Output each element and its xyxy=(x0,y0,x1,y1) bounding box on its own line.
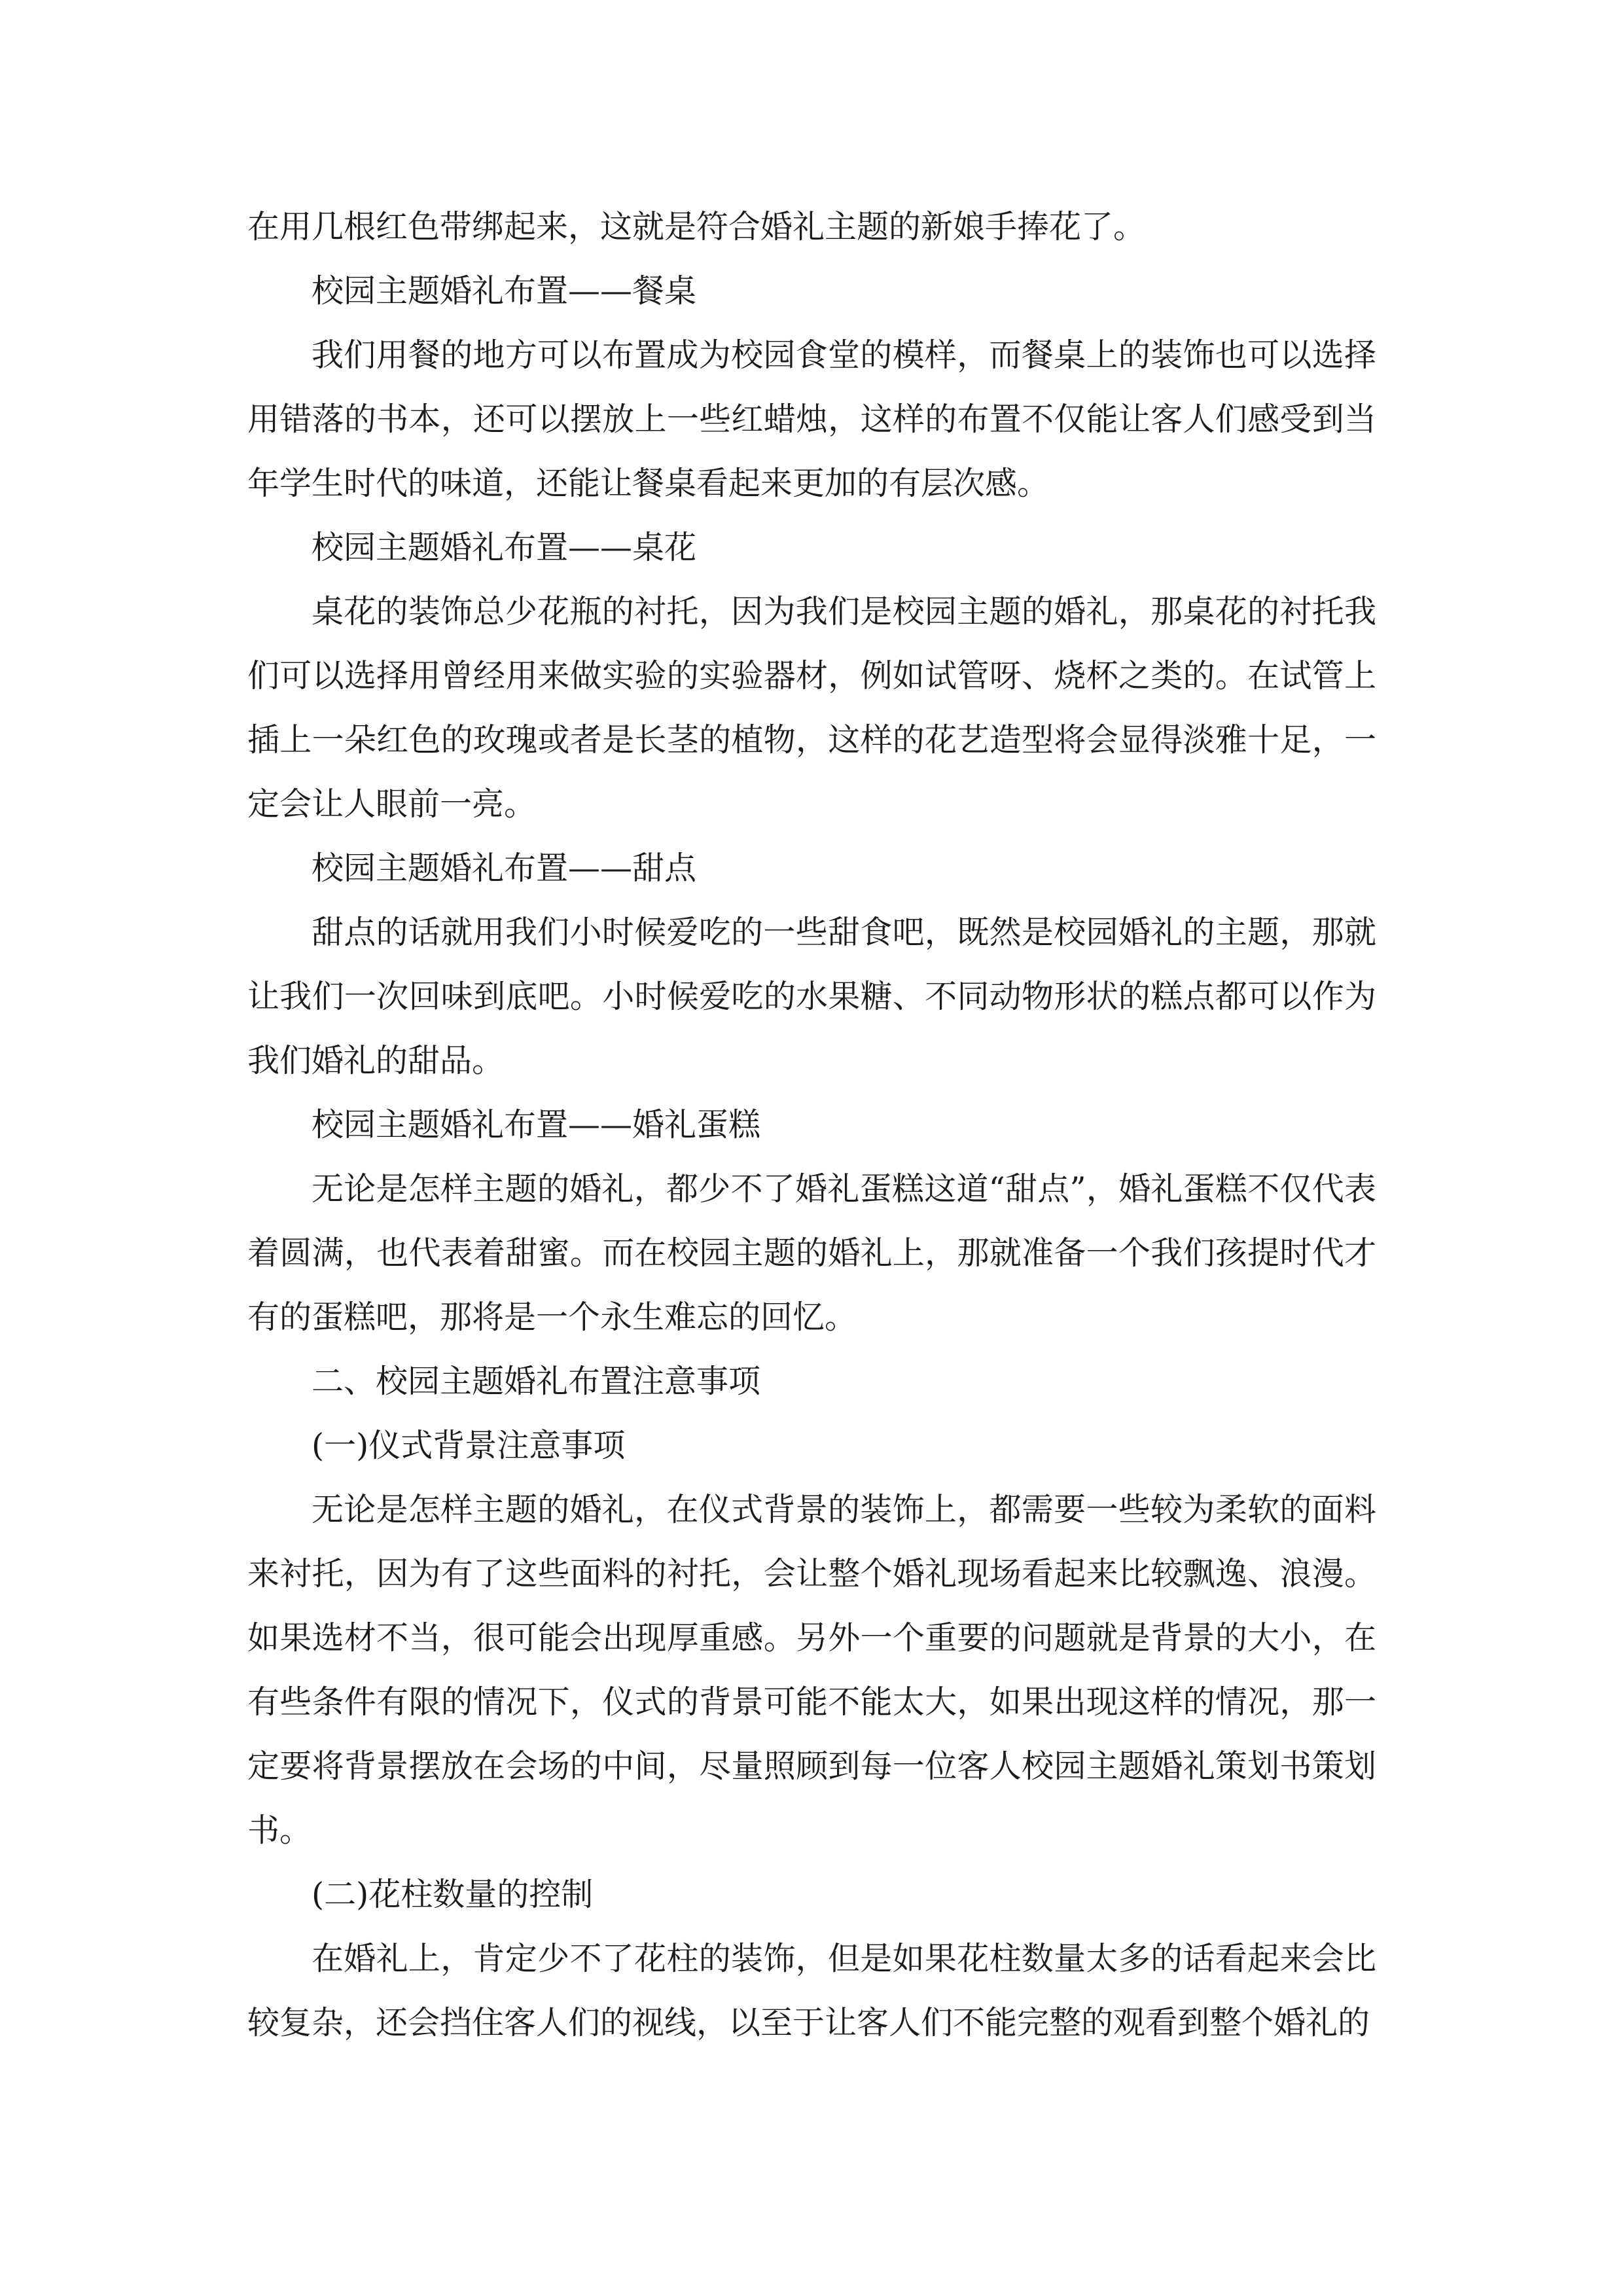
paragraph-continuation: 在用几根红色带绑起来，这就是符合婚礼主题的新娘手捧花了。 xyxy=(247,208,1146,245)
section-heading-dining-table: 校园主题婚礼布置——餐桌 xyxy=(312,272,697,310)
paragraph-ceremony-background: 无论是怎样主题的婚礼，在仪式背景的装饰上，都需要一些较为柔软的面料来衬托，因为有了这些面料的衬托，会让整个婚礼现场看起来比较飘逸、浪漫。如果选材不当，很可能会出现厚重感。另外一个重要的问题就是背景的大小，在有些条件有限的情况下，仪式的背景可能不能太大，如果出现这样的情况，那一定要将背景摆放在会场的中间，尽量照顾到每一位客人校园主题婚礼策划书策划书。 xyxy=(247,1491,1376,1849)
subsection-heading-flower-columns: (二)花柱数量的控制 xyxy=(312,1876,594,1913)
paragraph-dining-table: 我们用餐的地方可以布置成为校园食堂的模样，而餐桌上的装饰也可以选择用错落的书本，还可以摆放上一些红蜡烛，这样的布置不仅能让客人们感受到当年学生时代的味道，还能让餐桌看起来更加的有层次感。 xyxy=(247,336,1376,502)
paragraph-wedding-cake: 无论是怎样主题的婚礼，都少不了婚礼蛋糕这道“甜点”，婚礼蛋糕不仅代表着圆满，也代表着甜蜜。而在校园主题的婚礼上，那就准备一个我们孩提时代才有的蛋糕吧，那将是一个永生难忘的回忆。 xyxy=(247,1170,1376,1336)
paragraph-desserts: 甜点的话就用我们小时候爱吃的一些甜食吧，既然是校园婚礼的主题，那就让我们一次回味到底吧。小时候爱吃的水果糖、不同动物形状的糕点都可以作为我们婚礼的甜品。 xyxy=(247,914,1376,1079)
section-heading-table-flowers: 校园主题婚礼布置——桌花 xyxy=(312,529,697,566)
section-heading-precautions: 二、校园主题婚礼布置注意事项 xyxy=(312,1363,761,1400)
document-body xyxy=(247,195,1376,2055)
paragraph-flower-columns: 在婚礼上，肯定少不了花柱的装饰，但是如果花柱数量太多的话看起来会比较复杂，还会挡住客人们的视线，以至于让客人们不能完整的观看到整个婚礼的 xyxy=(247,1940,1376,2041)
section-heading-wedding-cake: 校园主题婚礼布置——婚礼蛋糕 xyxy=(312,1106,761,1143)
subsection-heading-ceremony-background: (一)仪式背景注意事项 xyxy=(312,1427,626,1464)
section-heading-desserts: 校园主题婚礼布置——甜点 xyxy=(312,850,697,887)
paragraph-table-flowers: 桌花的装饰总少花瓶的衬托，因为我们是校园主题的婚礼，那桌花的衬托我们可以选择用曾经用来做实验的实验器材，例如试管呀、烧杯之类的。在试管上插上一朵红色的玫瑰或者是长茎的植物，这样的花艺造型将会显得淡雅十足，一定会让人眼前一亮。 xyxy=(247,593,1376,823)
